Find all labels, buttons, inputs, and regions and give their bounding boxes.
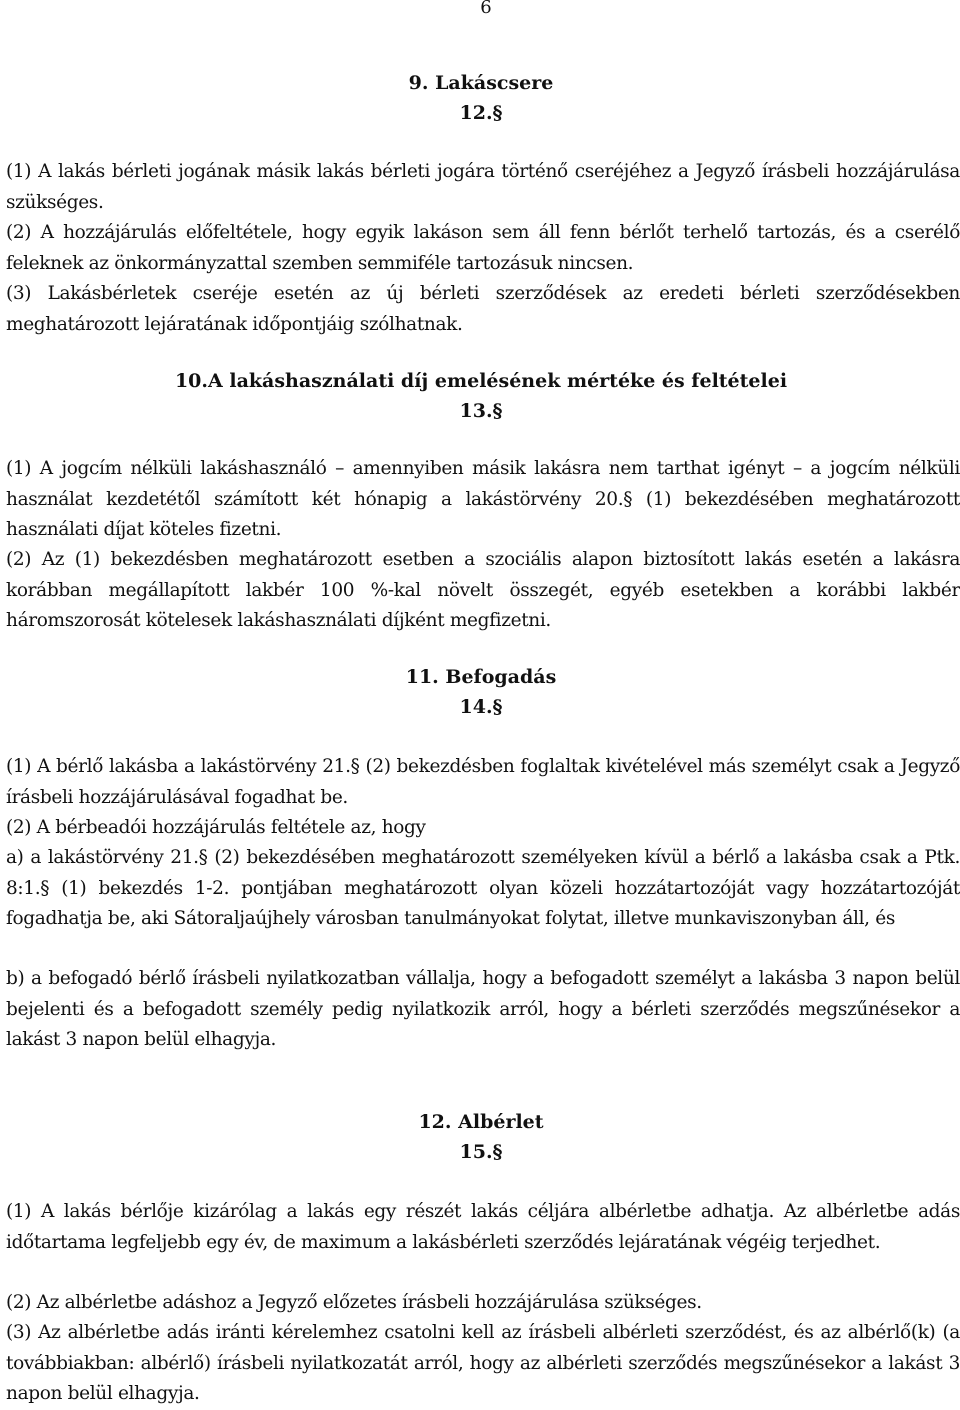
section-10-title: 10.A lakáshasználati díj emelésének mértéke és feltételei <box>174 370 788 392</box>
section-9-paragraph-number: 12.§ <box>459 102 503 124</box>
section-12-paragraph-1: (1) A lakás bérlője kizárólag a lakás egy részét lakás céljára albérletbe adhatja. Az albérletbe adás időtartama legfeljebb egy év, de maximum a lakásbérleti szerződés lejáratának végéig terjedhet. <box>6 1201 960 1253</box>
section-10-paragraph-number: 13.§ <box>459 400 503 422</box>
section-12-paragraph-3: (3) Az albérletbe adás iránti kérelemhez csatolni kell az írásbeli albérleti szerződést, és az albérlő(k) (a továbbiakban: albérlő) írásbeli nyilatkozatát arról, hogy az albérleti szerződés megszűnésekor a lakást 3 napon belül elhagyja. <box>6 1322 960 1404</box>
section-10-paragraph-2: (2) Az (1) bekezdésben meghatározott esetben a szociális alapon biztosított lakás esetén a lakásra korábban megállapított lakbér 100 %-kal növelt összegét, egyéb esetekben a korábbi lakbér háromszorosát kötelesek lakáshasználati díjként megfizetni. <box>6 549 960 631</box>
section-9-paragraph-3: (3) Lakásbérletek cseréje esetén az új bérleti szerződések az eredeti bérleti szerződésekben meghatározott lejáratának időpontjáig szólhatnak. <box>6 283 960 335</box>
section-12-paragraph-number: 15.§ <box>459 1141 503 1163</box>
section-11-paragraph-1: (1) A bérlő lakásba a lakástörvény 21.§ (2) bekezdésben foglaltak kivételével más személyt csak a Jegyző írásbeli hozzájárulásával fogadhat be. <box>6 756 960 808</box>
section-12-paragraph-2: (2) Az albérletbe adáshoz a Jegyző előzetes írásbeli hozzájárulása szükséges. <box>6 1292 702 1313</box>
section-9-title: 9. Lakáscsere <box>408 72 554 94</box>
section-12-title: 12. Albérlet <box>418 1111 544 1133</box>
section-9-paragraph-2: (2) A hozzájárulás előfeltétele, hogy egyik lakáson sem áll fenn bérlőt terhelő tartozás, és a cserélő feleknek az önkormányzattal szemben semmiféle tartozásuk nincsen. <box>6 222 960 274</box>
section-11-paragraph-2: (2) A bérbeadói hozzájárulás feltétele az, hogy <box>6 817 426 838</box>
section-11-paragraph-number: 14.§ <box>459 696 503 718</box>
document-page <box>6 0 960 1406</box>
section-11-title: 11. Befogadás <box>405 666 557 688</box>
section-9-paragraph-1: (1) A lakás bérleti jogának másik lakás bérleti jogára történő cseréjéhez a Jegyző írásbeli hozzájárulása szükséges. <box>6 161 960 213</box>
section-10-paragraph-1: (1) A jogcím nélküli lakáshasználó – amennyiben másik lakásra nem tarthat igényt – a jogcím nélküli használat kezdetétől számított két hónapig a lakástörvény 20.§ (1) bekezdésében meghatározott használati díjat köteles fizetni. <box>6 458 960 540</box>
section-11-paragraph-4: b) a befogadó bérlő írásbeli nyilatkozatban vállalja, hogy a befogadott személyt a lakásba 3 napon belül bejelenti és a befogadott személy pedig nyilatkozik arról, hogy a bérleti szerződés megszűnésekor a lakást 3 napon belül elhagyja. <box>6 968 960 1050</box>
section-11-paragraph-3: a) a lakástörvény 21.§ (2) bekezdésében meghatározott személyeken kívül a bérlő a lakásba csak a Ptk. 8:1.§ (1) bekezdés 1-2. pontjában meghatározott olyan közeli hozzátartozóját vagy hozzátartozóját fogadhatja be, aki Sátoraljaújhely városban tanulmányokat folytat, illetve munkaviszonyban áll, és <box>6 847 960 929</box>
page-number: 6 <box>480 0 492 18</box>
